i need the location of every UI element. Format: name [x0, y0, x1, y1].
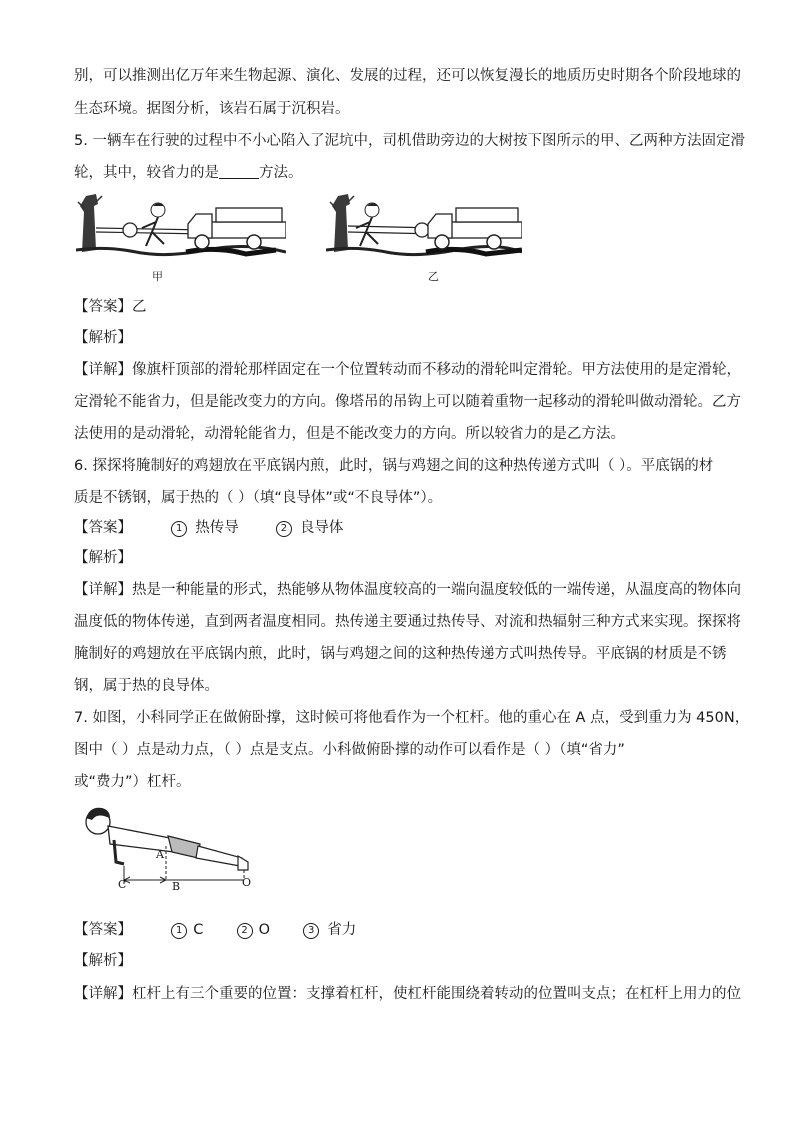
- analysis-tag: 【解析】: [74, 550, 132, 566]
- detail-line: 定滑轮不能省力，但是能改变力的方向。像塔吊的吊钩上可以随着重物一起移动的滑轮叫做动滑轮。乙方: [74, 394, 741, 410]
- point-label-c: C: [118, 878, 127, 891]
- answer-value: 良导体: [299, 520, 344, 536]
- detail-line: 【详解】热是一种能量的形式，热能够从物体温度较高的一端向温度较低的一端传递，从温度高的物体向: [74, 582, 741, 598]
- detail-line: 温度低的物体传递，直到两者温度相同。热传递主要通过热传导、对流和热辐射三种方式来实现。探探将: [74, 614, 741, 630]
- q5-text: [74, 163, 303, 183]
- analysis-tag: 【解析】: [74, 953, 132, 969]
- point-label-b: B: [172, 880, 181, 893]
- figure-movable-pulley: [326, 192, 522, 264]
- answer-value: 热传导: [195, 520, 239, 536]
- answer-value: 省力: [327, 922, 357, 938]
- answer-mark: 2: [237, 923, 253, 939]
- figure-label-a: 甲: [152, 270, 163, 283]
- answer-line: [74, 297, 147, 317]
- point-label-o: O: [242, 876, 252, 889]
- analysis-tag: 【解析】: [74, 330, 132, 346]
- answer-tag: 【答案】: [74, 299, 132, 315]
- paragraph-line: 生态环境。据图分析，该岩石属于沉积岩。: [74, 101, 350, 117]
- q5-text: 5. 一辆车在行驶的过程中不小心陷入了泥坑中，司机借助旁边的大树按下图所示的甲、乙两种方法固定滑: [74, 133, 745, 149]
- answer-line: [74, 518, 343, 538]
- answer-value: C: [193, 922, 204, 938]
- answer-mark: 2: [276, 521, 292, 537]
- answer-blank: [219, 164, 259, 179]
- detail-line: 腌制好的鸡翅放在平底锅内煎，此时，锅与鸡翅之间的这种热传递方式叫热传导。平底锅的材质是不锈: [74, 646, 727, 662]
- answer-mark: 1: [171, 923, 187, 939]
- q7-text: 图中（ ）点是动力点，（ ）点是支点。小科做俯卧撑的动作可以看作是（ ）（填“省力”: [74, 742, 625, 758]
- detail-line: 【详解】像旗杆顶部的滑轮那样固定在一个位置转动而不移动的滑轮叫定滑轮。甲方法使用的是定滑轮，: [74, 362, 741, 378]
- q5-text-part: 轮，其中，较省力的是: [74, 165, 219, 181]
- q6-text: 质是不锈钢，属于热的（ ）（填“良导体”或“不良导体”）。: [74, 490, 443, 506]
- answer-tag: 【答案】: [74, 520, 132, 536]
- q7-text: 或“费力”）杠杆。: [74, 774, 191, 790]
- q5-text-part: 方法。: [259, 165, 303, 181]
- point-label-a: A: [156, 848, 164, 861]
- answer-mark: 3: [303, 923, 319, 939]
- detail-line: 【详解】杠杆上有三个重要的位置：支撑着杠杆，使杠杆能围绕着转动的位置叫支点；在杠杆上用力的位: [74, 986, 741, 1002]
- q6-text: 6. 探探将腌制好的鸡翅放在平底锅内煎，此时，锅与鸡翅之间的这种热传递方式叫（ ）。平底锅的材: [74, 458, 714, 474]
- answer-value: 乙: [132, 299, 147, 315]
- answer-mark: 1: [171, 521, 187, 537]
- figure-label-b: 乙: [428, 270, 439, 283]
- figure-fixed-pulley: [76, 192, 286, 264]
- answer-tag: 【答案】: [74, 922, 132, 938]
- answer-value: O: [258, 922, 270, 938]
- paragraph-line: 别，可以推测出亿万年来生物起源、演化、发展的过程，还可以恢复漫长的地质历史时期各个阶段地球的: [74, 68, 741, 84]
- answer-line: [74, 920, 356, 940]
- q7-text: 7. 如图，小科同学正在做俯卧撑，这时候可将他看作为一个杠杆。他的重心在 A 点，受到重力为 450N，: [74, 710, 750, 726]
- detail-line: 钢，属于热的良导体。: [74, 678, 219, 694]
- detail-line: 法使用的是动滑轮，动滑轮能省力，但是不能改变力的方向。所以较省力的是乙方法。: [74, 426, 625, 442]
